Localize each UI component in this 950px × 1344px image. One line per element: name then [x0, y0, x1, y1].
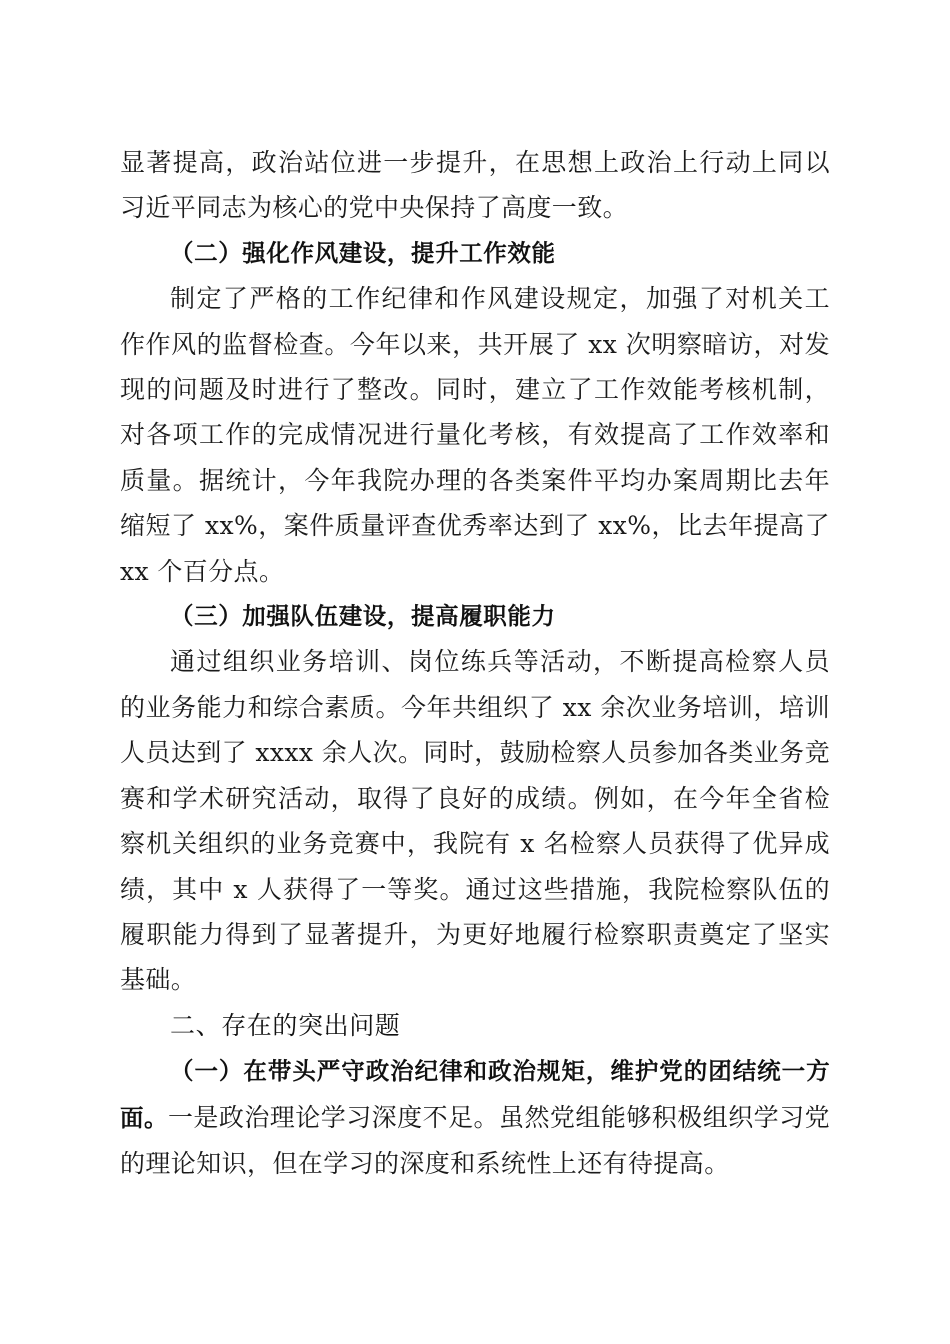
- subsection-heading-2: （二）强化作风建设，提升工作效能: [170, 238, 556, 267]
- inline-body-text: 一是政治理论学习深度不足。虽然党组能够积极组织学习党的理论知识，但在学习的深度和系统性上还有待提高。: [120, 1102, 830, 1178]
- subsection-heading-3: （三）加强队伍建设，提高履职能力: [170, 602, 556, 631]
- document-body: [120, 140, 830, 1186]
- inline-bold-subheading: （一）在带头严守政治纪律和政治规矩，维护党的团结统一方面。: [120, 1057, 830, 1132]
- body-paragraph-team-building: 通过组织业务培训、岗位练兵等活动，不断提高检察人员的业务能力和综合素质。今年共组织了 xx 余次业务培训，培训人员达到了 xxxx 余人次。同时，鼓励检察人员参加各类业务竞赛和学术研究活动，取得了良好的成绩。例如，在今年全省检察机关组织的业务竞赛中，我院有 x 名检察人员获得了优异成绩，其中 x 人获得了一等奖。通过这些措施，我院检察队伍的履职能力得到了显著提升，为更好地履行检察职责奠定了坚实基础。: [120, 647, 830, 995]
- body-paragraph-work-style: 制定了严格的工作纪律和作风建设规定，加强了对机关工作作风的监督检查。今年以来，共开展了 xx 次明察暗访，对发现的问题及时进行了整改。同时，建立了工作效能考核机制，对各项工作的完成情况进行量化考核，有效提高了工作效率和质量。据统计，今年我院办理的各类案件平均办案周期比去年缩短了 xx%，案件质量评查优秀率达到了 xx%，比去年提高了 xx 个百分点。: [120, 284, 830, 586]
- section-heading-problems: 二、存在的突出问题: [170, 1010, 401, 1040]
- continuation-paragraph: 显著提高，政治站位进一步提升，在思想上政治上行动上同以习近平同志为核心的党中央保持了高度一致。: [120, 148, 830, 223]
- body-paragraph-political-discipline: [120, 1048, 830, 1186]
